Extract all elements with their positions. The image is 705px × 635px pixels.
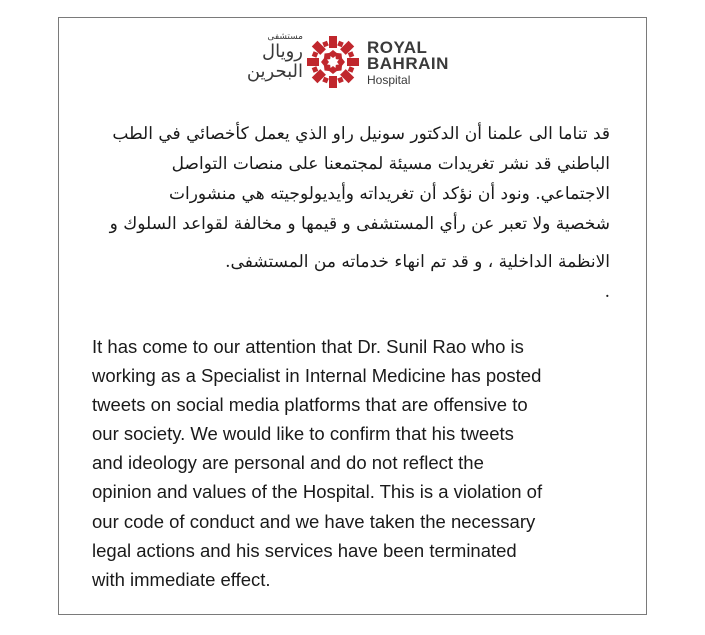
logo-arabic-small-text: مستشفى (267, 32, 303, 42)
arabic-line: شخصية ولا تعبر عن رأي المستشفى و قيمها و مخالفة لقواعد السلوك و (109, 214, 610, 234)
english-line: tweets on social media platforms that are offensive to (92, 394, 528, 416)
logo-english-line-2: BAHRAIN (367, 54, 449, 73)
logo-english-line-1: ROYAL (367, 38, 428, 57)
arabic-line: الانظمة الداخلية ، و قد تم انهاء خدماته من المستشفى. (225, 252, 610, 272)
english-line: It has come to our attention that Dr. Sunil Rao who is (92, 336, 524, 357)
hospital-logo (239, 32, 479, 92)
english-line: our society. We would like to confirm that his tweets (92, 423, 514, 445)
logo-arabic-line-2: البحرين (246, 61, 303, 82)
english-statement (92, 332, 632, 594)
english-line: legal actions and his services have been terminated (92, 539, 517, 561)
english-line: our code of conduct and we have taken the necessary (92, 510, 536, 532)
arabic-line: قد تناما الى علمنا أن الدكتور سونيل راو الذي يعمل كأخصائي في الطب (112, 124, 610, 144)
logo-arabic-line-1: رويال (262, 41, 303, 62)
english-line: working as a Specialist in Internal Medicine has posted (92, 365, 542, 387)
english-line: opinion and values of the Hospital. This is a violation of (92, 481, 543, 503)
statement-frame (58, 17, 647, 615)
logo-english-subtitle: Hospital (367, 73, 411, 87)
english-line: and ideology are personal and do not reflect the (92, 452, 484, 474)
english-line: with immediate effect. (92, 568, 271, 590)
arabic-line: الباطني قد نشر تغريدات مسيئة لمجتمعنا على منصات التواصل (171, 154, 610, 174)
arabic-line: الاجتماعي. ونود أن نؤكد أن تغريداته وأيديولوجيته هي منشورات (169, 184, 610, 204)
hospital-emblem-icon (305, 34, 361, 90)
arabic-statement (90, 119, 610, 307)
logo-arabic-name (239, 42, 303, 82)
arabic-trailing-dot: . (604, 282, 610, 302)
